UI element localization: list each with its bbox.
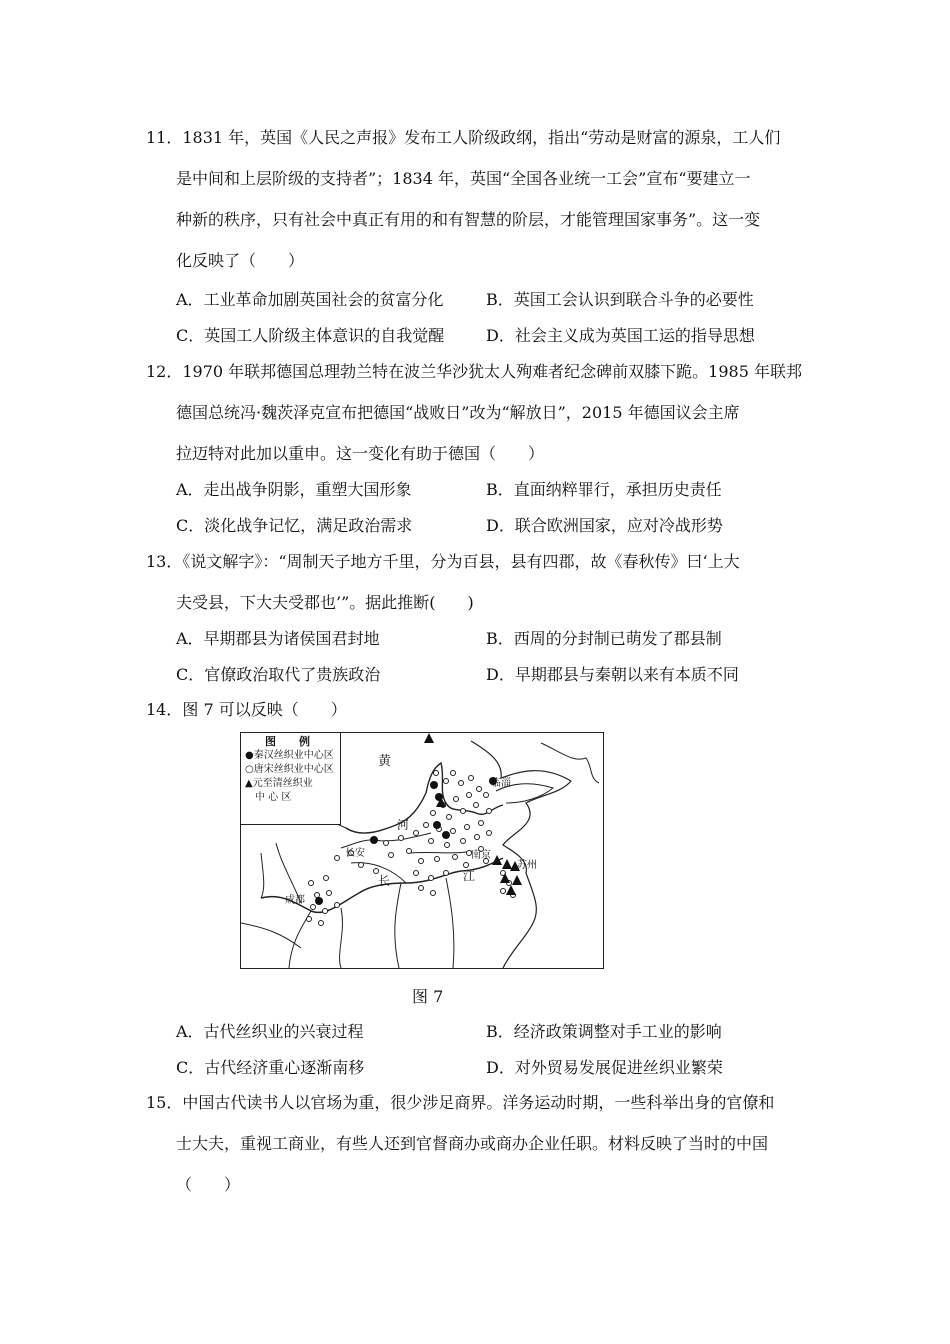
q14-line-1: 14．图 7 可以反映（ ）: [146, 700, 347, 719]
q11-line-2: 是中间和上层阶级的支持者”；1834 年，英国“全国各业统一工会”宣布“要建立一: [176, 169, 751, 188]
map-legend: [241, 733, 341, 825]
legend-item-tangsong: ○唐宋丝织业中心区: [245, 764, 334, 775]
label-jiang: 江: [463, 869, 476, 883]
legend-item-qinhan: ●秦汉丝织业中心区: [245, 750, 334, 761]
q12-option-b[interactable]: B．直面纳粹罪行，承担历史责任: [486, 480, 722, 499]
label-changan: 长安: [345, 848, 365, 859]
q14-option-b[interactable]: B．经济政策调整对手工业的影响: [486, 1022, 722, 1041]
q12-option-d[interactable]: D．联合欧洲国家，应对冷战形势: [486, 516, 723, 535]
q11-line-4: 化反映了（ ）: [176, 251, 305, 270]
q13-option-c[interactable]: C．官僚政治取代了贵族政治: [176, 665, 381, 684]
q11-line-3: 种新的秩序，只有社会中真正有用的和有智慧的阶层，才能管理国家事务”。这一变: [176, 210, 761, 229]
legend-item-yuanqing-2: 中 心 区: [245, 792, 292, 803]
q15-line-2: 士大夫，重视工商业，有些人还到官督商办或商办企业任职。材料反映了当时的中国: [176, 1134, 769, 1153]
figure-caption: 图 7: [412, 987, 444, 1006]
q11-option-a[interactable]: A．工业革命加剧英国社会的贫富分化: [176, 290, 444, 309]
silk-industry-map: [240, 732, 604, 969]
label-chang: 长: [378, 874, 391, 888]
q14-option-d[interactable]: D．对外贸易发展促进丝织业繁荣: [486, 1058, 723, 1077]
q11-option-b[interactable]: B．英国工会认识到联合斗争的必要性: [486, 290, 754, 309]
q15-line-1: 15．中国古代读书人以官场为重，很少涉足商界。洋务运动时期，一些科举出身的官僚和: [146, 1093, 775, 1112]
q12-line-1: 12．1970 年联邦德国总理勃兰特在波兰华沙犹太人殉难者纪念碑前双膝下跪。1985 年联邦: [146, 362, 802, 381]
q12-option-a[interactable]: A．走出战争阴影，重塑大国形象: [176, 480, 412, 499]
label-chengdu: 成都: [285, 895, 305, 906]
q12-option-c[interactable]: C．淡化战争记忆，满足政治需求: [176, 516, 413, 535]
q14-option-a[interactable]: A．古代丝织业的兴衰过程: [176, 1022, 364, 1041]
q13-option-a[interactable]: A．早期郡县为诸侯国君封地: [176, 629, 380, 648]
q13-line-1: 13．《说文解字》：“周制天子地方千里，分为百县，县有四郡，故《春秋传》曰‘上大: [146, 552, 740, 571]
label-he: 河: [397, 818, 410, 832]
q11-option-c[interactable]: C．英国工人阶级主体意识的自我觉醒: [176, 326, 445, 345]
q13-option-d[interactable]: D．早期郡县与秦朝以来有本质不同: [486, 665, 739, 684]
q11-line-1: 11．1831 年，英国《人民之声报》发布工人阶级政纲，指出“劳动是财富的源泉，工人们: [146, 128, 781, 147]
q13-option-b[interactable]: B．西周的分封制已萌发了郡县制: [486, 629, 722, 648]
legend-item-yuanqing: ▲元至清丝织业: [245, 778, 313, 789]
q11-option-d[interactable]: D．社会主义成为英国工运的指导思想: [486, 326, 755, 345]
label-huang: 黄: [378, 754, 392, 769]
label-nanjing: 南京: [471, 850, 491, 861]
label-suzhou: 苏州: [517, 860, 537, 871]
q13-line-2: 夫受县，下大夫受郡也’”。据此推断( ): [176, 593, 474, 612]
q15-line-3: （ ）: [176, 1175, 241, 1194]
q14-option-c[interactable]: C．古代经济重心逐渐南移: [176, 1058, 365, 1077]
q12-line-3: 拉迈特对此加以重申。这一变化有助于德国（ ）: [176, 444, 545, 463]
q12-line-2: 德国总统冯·魏茨泽克宣布把德国“战败日”改为“解放日”，2015 年德国议会主席: [176, 403, 740, 422]
label-linzi: 临淄: [491, 778, 511, 789]
legend-title: 图 例: [265, 735, 316, 748]
